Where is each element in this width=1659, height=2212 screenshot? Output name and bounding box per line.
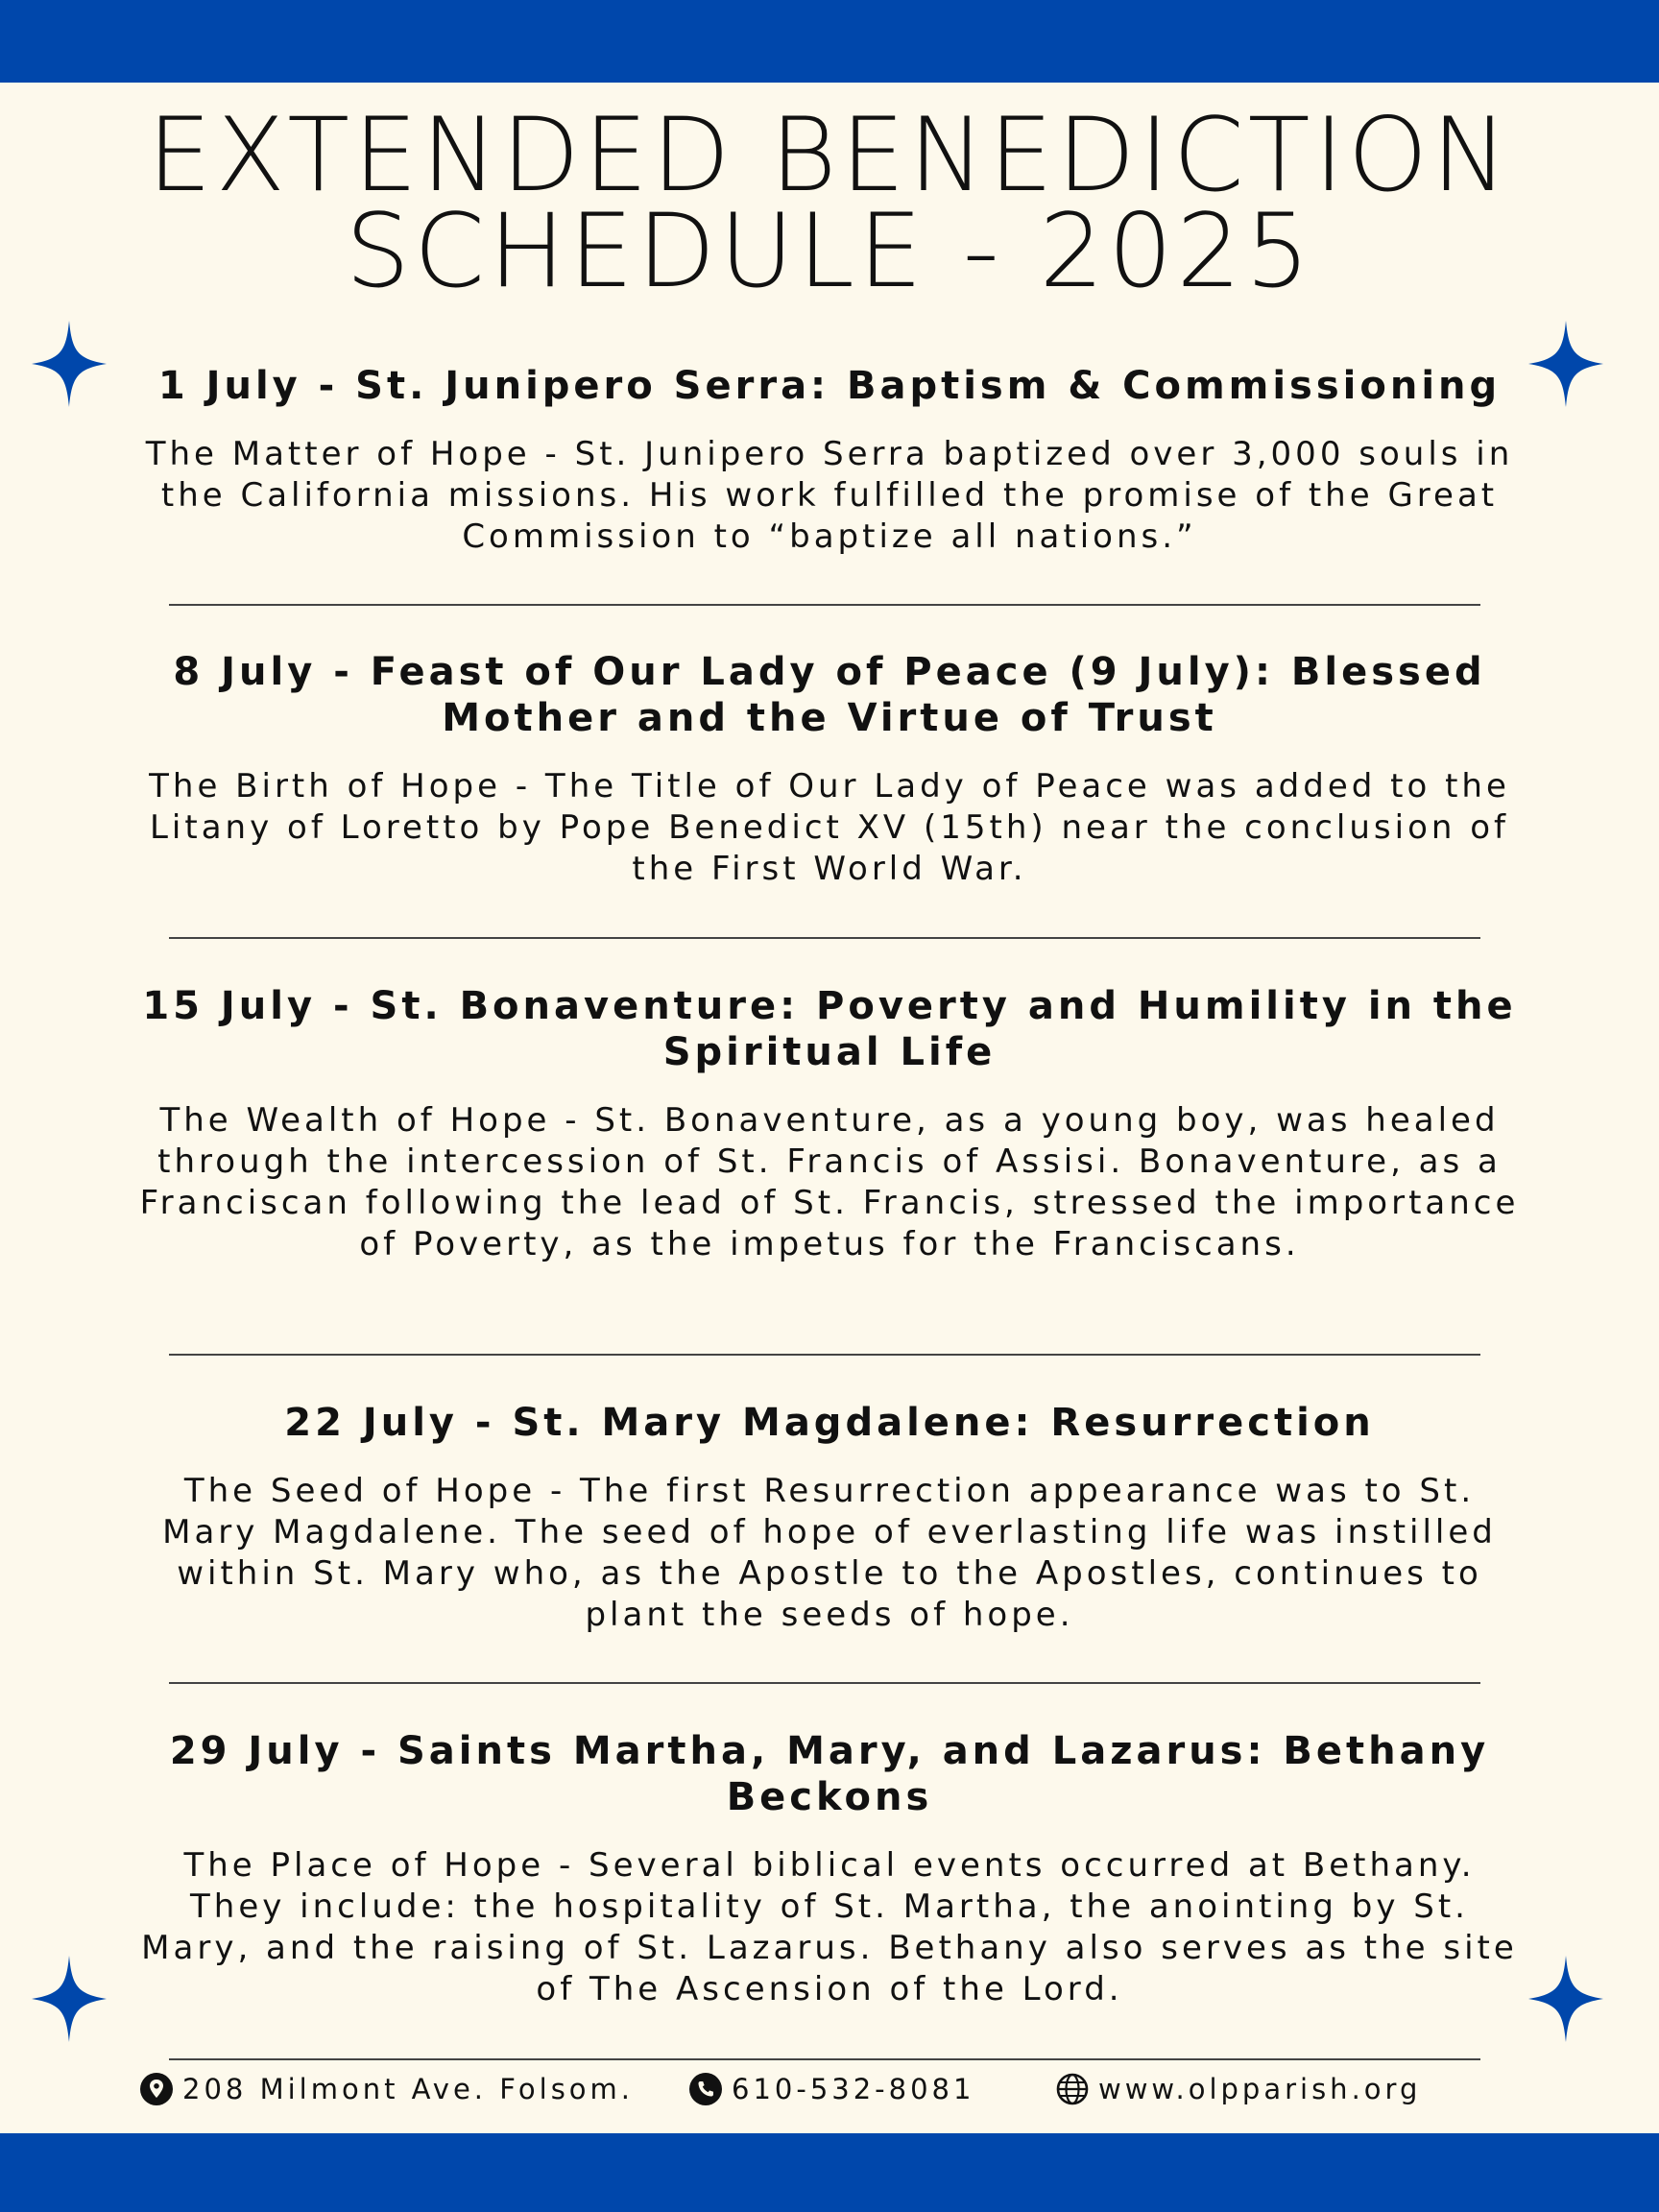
entry-heading: 8 July - Feast of Our Lady of Peace (9 July): Blessed Mother and the Virtue of Trust <box>173 650 1486 740</box>
globe-icon <box>1056 2073 1089 2105</box>
entry-heading: 1 July - St. Junipero Serra: Baptism & Commissioning <box>157 364 1502 408</box>
phone-text: 610-532-8081 <box>732 2073 975 2105</box>
page-title <box>0 96 1659 310</box>
website-text: www.olpparish.org <box>1098 2073 1422 2105</box>
website-item <box>1056 2066 1421 2112</box>
address-text: 208 Milmont Ave. Folsom. <box>182 2073 635 2105</box>
entry-description: The Matter of Hope - St. Junipero Serra baptized over 3,000 souls in the California missions. His work fulfilled the promise of the Great Commission to “baptize all nations.” <box>145 435 1514 556</box>
bottom-blue-band <box>0 2133 1659 2212</box>
entry-heading: 22 July - St. Mary Magdalene: Resurrection <box>284 1401 1375 1445</box>
entry-description: The Place of Hope - Several biblical events occurred at Bethany. They include: the hospitality of St. Martha, the anointing by St. Mary, and the raising of St. Lazarus. Bethany also serves as the site of The Ascension of the Lord. <box>141 1846 1518 2008</box>
schedule-entry-22-july <box>134 1400 1525 1636</box>
phone-icon <box>689 2073 722 2105</box>
section-divider <box>169 1354 1480 1356</box>
address-item <box>140 2066 634 2112</box>
map-pin-icon <box>140 2073 173 2105</box>
section-divider <box>169 604 1480 606</box>
page-title-line-2: SCHEDULE - 2025 <box>345 192 1314 310</box>
entry-heading: 15 July - St. Bonaventure: Poverty and Humility in the Spiritual Life <box>142 984 1517 1074</box>
entry-description: The Wealth of Hope - St. Bonaventure, as a young boy, was healed through the intercession of St. Francis of Assisi. Bonaventure, as a Franciscan following the lead of St. Francis, stressed the importance of Poverty, as the impetus for the Franciscans. <box>139 1101 1520 1263</box>
schedule-entry-8-july <box>134 649 1525 890</box>
entry-description: The Birth of Hope - The Title of Our Lady of Peace was added to the Litany of Loretto by Pope Benedict XV (15th) near the conclusion of the First World War. <box>149 767 1510 888</box>
schedule-entry-15-july <box>134 983 1525 1265</box>
four-point-star-icon <box>32 1956 107 2042</box>
schedule-entry-1-july <box>134 363 1525 558</box>
page-title-line-1: EXTENDED BENEDICTION <box>147 96 1512 214</box>
schedule-entry-29-july <box>134 1728 1525 2010</box>
four-point-star-icon <box>32 321 107 407</box>
section-divider <box>169 2058 1480 2060</box>
section-divider <box>169 1682 1480 1684</box>
four-point-star-icon <box>1528 321 1603 407</box>
section-divider <box>169 937 1480 939</box>
contact-footer <box>0 2066 1659 2112</box>
four-point-star-icon <box>1528 1956 1603 2042</box>
entry-description: The Seed of Hope - The first Resurrection appearance was to St. Mary Magdalene. The seed of hope of everlasting life was instilled within St. Mary who, as the Apostle to the Apostles, continues to plant the seeds of hope. <box>162 1472 1497 1634</box>
phone-item <box>689 2066 974 2112</box>
top-blue-band <box>0 0 1659 83</box>
entry-heading: 29 July - Saints Martha, Mary, and Lazarus: Bethany Beckons <box>169 1729 1490 1819</box>
